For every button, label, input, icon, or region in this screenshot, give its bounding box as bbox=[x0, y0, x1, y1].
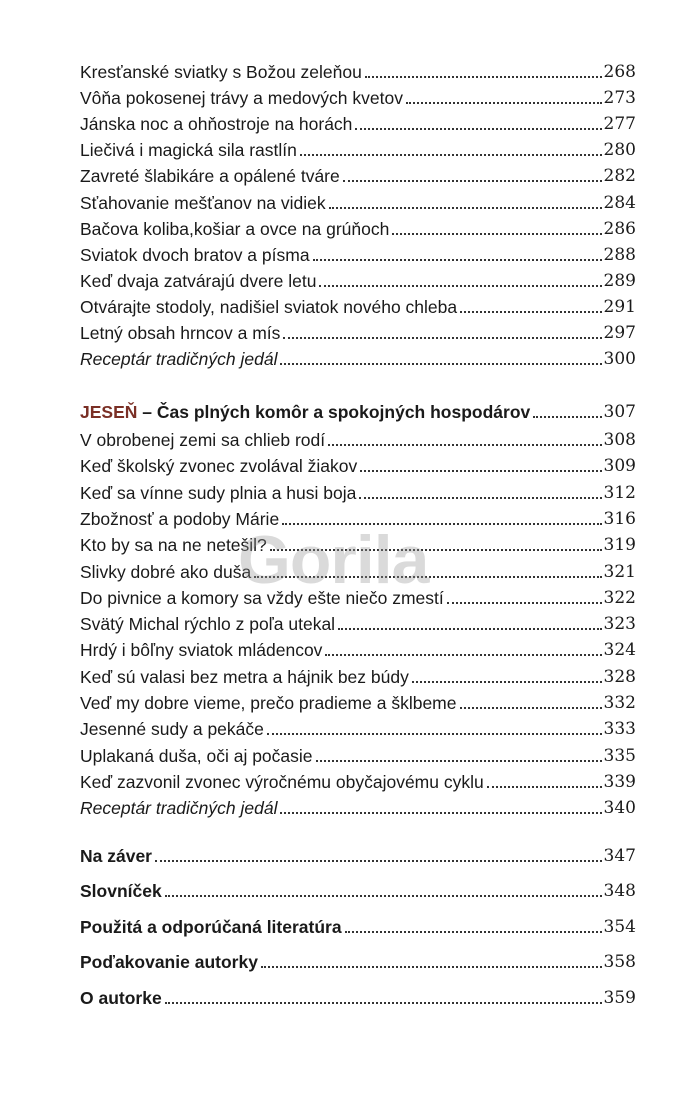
dot-leader bbox=[392, 233, 601, 235]
season-label: JESEŇ bbox=[80, 402, 138, 422]
toc-entry-title: Použitá a odporúčaná literatúra bbox=[80, 916, 342, 937]
toc-page-number: 300 bbox=[603, 349, 636, 370]
toc-page-number: 308 bbox=[603, 430, 636, 450]
toc-page-number: 335 bbox=[603, 745, 636, 766]
toc-page-number: 291 bbox=[603, 296, 636, 317]
toc-page-number: 268 bbox=[603, 62, 636, 82]
toc-page-number: 280 bbox=[603, 140, 636, 161]
toc-entry bbox=[80, 505, 636, 529]
toc-page-number: 309 bbox=[603, 456, 636, 477]
toc-entry bbox=[80, 636, 636, 660]
dot-leader bbox=[406, 102, 602, 104]
dot-leader bbox=[319, 285, 601, 287]
toc-page-number: 288 bbox=[603, 244, 636, 265]
toc-entry bbox=[80, 189, 636, 213]
toc-entry bbox=[80, 452, 636, 476]
dot-leader bbox=[487, 786, 602, 788]
toc-page-number: 339 bbox=[603, 771, 636, 792]
toc-entry-title: Vôňa pokosenej trávy a medových kvetov bbox=[80, 88, 403, 109]
dot-leader bbox=[460, 707, 602, 709]
toc-page-number: 322 bbox=[603, 587, 636, 608]
dot-leader bbox=[280, 363, 601, 365]
dot-leader bbox=[533, 416, 601, 418]
toc-entry bbox=[80, 794, 636, 818]
toc-entry bbox=[80, 293, 636, 317]
dot-leader bbox=[155, 860, 602, 862]
toc-entry-title: Keď školský zvonec zvolával žiakov bbox=[80, 456, 358, 477]
dot-leader bbox=[325, 654, 601, 656]
dot-leader bbox=[316, 760, 602, 762]
toc-entry bbox=[80, 84, 636, 108]
toc-entry-title: Uplakaná duša, oči aj počasie bbox=[80, 745, 313, 766]
toc-page-number: 307 bbox=[603, 402, 636, 422]
toc-page-number: 282 bbox=[603, 166, 636, 187]
toc-entry-title: Poďakovanie autorky bbox=[80, 952, 258, 973]
toc-page-number: 312 bbox=[603, 482, 636, 503]
toc-entry-title: O autorke bbox=[80, 987, 162, 1008]
toc-entry bbox=[80, 663, 636, 687]
toc-page-number: 358 bbox=[603, 952, 636, 973]
dot-leader bbox=[460, 311, 601, 313]
toc-entry-title: Slovníček bbox=[80, 881, 162, 902]
toc-entry-title: Jánska noc a ohňostroje na horách bbox=[80, 114, 353, 135]
toc-entry-title: Jesenné sudy a pekáče bbox=[80, 719, 264, 740]
watermark: Gorila bbox=[238, 522, 429, 598]
toc-entry-title: Sťahovanie mešťanov na vidiek bbox=[80, 192, 326, 213]
toc-entry bbox=[80, 58, 636, 82]
toc-page-number: 340 bbox=[603, 798, 636, 819]
dot-leader bbox=[254, 576, 601, 578]
dot-leader bbox=[313, 259, 602, 261]
dot-leader bbox=[359, 497, 601, 499]
toc-page-number: 321 bbox=[603, 561, 636, 582]
toc-page-number: 359 bbox=[603, 987, 636, 1008]
toc-entry-title: Keď zazvonil zvonec výročnému obyčajovému cyklu bbox=[80, 771, 484, 792]
toc-page-number: 273 bbox=[603, 88, 636, 109]
toc-entry bbox=[80, 136, 636, 160]
dot-leader bbox=[345, 931, 602, 933]
dot-leader bbox=[343, 180, 602, 182]
dot-leader bbox=[355, 128, 601, 130]
toc-heading-autumn bbox=[80, 398, 636, 422]
toc-page-number: 323 bbox=[603, 614, 636, 635]
toc-entry bbox=[80, 948, 636, 972]
toc-entry bbox=[80, 426, 636, 450]
toc-page-number: 333 bbox=[603, 719, 636, 740]
toc-entry bbox=[80, 742, 636, 766]
toc-entry bbox=[80, 877, 636, 901]
toc-page-number: 319 bbox=[603, 535, 636, 556]
toc-entry-title: Letný obsah hrncov a mís bbox=[80, 323, 281, 343]
dot-leader bbox=[283, 337, 601, 339]
toc-entry-title: Zbožnosť a podoby Márie bbox=[80, 508, 280, 529]
toc-entry bbox=[80, 345, 636, 369]
toc-page-number: 348 bbox=[603, 881, 636, 902]
toc-heading-title: JESEŇ – Čas plných komôr a spokojných hospodárov bbox=[80, 402, 531, 422]
dot-leader bbox=[165, 895, 602, 897]
dot-leader bbox=[412, 681, 602, 683]
toc-entry-title: Bačova koliba,košiar a ovce na grúňoch bbox=[80, 218, 390, 239]
dot-leader bbox=[261, 966, 602, 968]
dot-leader bbox=[338, 628, 601, 630]
dot-leader bbox=[165, 1002, 602, 1004]
toc-entry-title: Veď my dobre vieme, prečo pradieme a šklbeme bbox=[80, 693, 457, 713]
toc-entry bbox=[80, 558, 636, 582]
dot-leader bbox=[360, 470, 601, 472]
dot-leader bbox=[328, 444, 601, 446]
dot-leader bbox=[447, 602, 602, 604]
toc-entry-title: Do pivnice a komory sa vždy ešte niečo zmestí bbox=[80, 587, 444, 608]
toc-entry bbox=[80, 842, 636, 866]
toc-entry bbox=[80, 215, 636, 239]
toc-page-number: 289 bbox=[603, 270, 636, 291]
toc-entry bbox=[80, 768, 636, 792]
toc-entry-title: Keď dvaja zatvárajú dvere letu bbox=[80, 270, 317, 291]
dot-leader bbox=[280, 812, 601, 814]
dot-leader bbox=[365, 76, 602, 78]
toc-entry-title: Slivky dobré ako duša bbox=[80, 561, 252, 582]
toc-entry bbox=[80, 531, 636, 555]
toc-page-number: 286 bbox=[603, 218, 636, 239]
dot-leader bbox=[329, 207, 602, 209]
toc-entry bbox=[80, 715, 636, 739]
toc-entry-title: V obrobenej zemi sa chlieb rodí bbox=[80, 430, 326, 450]
toc-page-number: 324 bbox=[603, 640, 636, 661]
toc-entry-title: Kresťanské sviatky s Božou zeleňou bbox=[80, 62, 362, 82]
toc-entry-title: Receptár tradičných jedál bbox=[80, 349, 278, 370]
toc-entry-title: Hrdý i bôľny sviatok mládencov bbox=[80, 640, 323, 661]
toc-page-number: 332 bbox=[603, 693, 636, 713]
toc-page-number: 347 bbox=[603, 846, 636, 866]
toc-entry-title: Liečivá i magická sila rastlín bbox=[80, 140, 297, 161]
toc-page-number: 328 bbox=[603, 666, 636, 687]
toc-entry bbox=[80, 241, 636, 265]
toc-entry bbox=[80, 610, 636, 634]
toc-entry bbox=[80, 913, 636, 937]
toc-entry-title: Sviatok dvoch bratov a písma bbox=[80, 244, 310, 265]
toc-entry bbox=[80, 267, 636, 291]
toc-entry bbox=[80, 584, 636, 608]
toc-entry bbox=[80, 479, 636, 503]
toc-page-number: 354 bbox=[603, 916, 636, 937]
toc-entry bbox=[80, 162, 636, 186]
dot-leader bbox=[300, 154, 602, 156]
toc-page-number: 297 bbox=[603, 323, 636, 343]
toc-entry-title: Otvárajte stodoly, nadišiel sviatok nového chleba bbox=[80, 296, 458, 317]
toc-entry-title: Svätý Michal rýchlo z poľa utekal bbox=[80, 614, 336, 635]
toc-page-number: 277 bbox=[603, 114, 636, 135]
toc-entry-title: Keď sú valasi bez metra a hájnik bez búdy bbox=[80, 666, 409, 687]
dot-leader bbox=[270, 549, 602, 551]
toc-page-number: 284 bbox=[603, 192, 636, 213]
dot-leader bbox=[282, 523, 601, 525]
toc-entry-title: Kto by sa na ne netešil? bbox=[80, 535, 267, 556]
dot-leader bbox=[267, 733, 602, 735]
toc-entry-title: Receptár tradičných jedál bbox=[80, 798, 278, 819]
toc-entry bbox=[80, 319, 636, 343]
toc-entry-title: Zavreté šlabikáre a opálené tváre bbox=[80, 166, 340, 187]
toc-entry bbox=[80, 984, 636, 1008]
toc-entry bbox=[80, 110, 636, 134]
toc-entry-title: Keď sa vínne sudy plnia a husi boja bbox=[80, 482, 357, 503]
toc-entry bbox=[80, 689, 636, 713]
toc-entry-title: Na záver bbox=[80, 846, 152, 866]
toc-page-number: 316 bbox=[603, 508, 636, 529]
